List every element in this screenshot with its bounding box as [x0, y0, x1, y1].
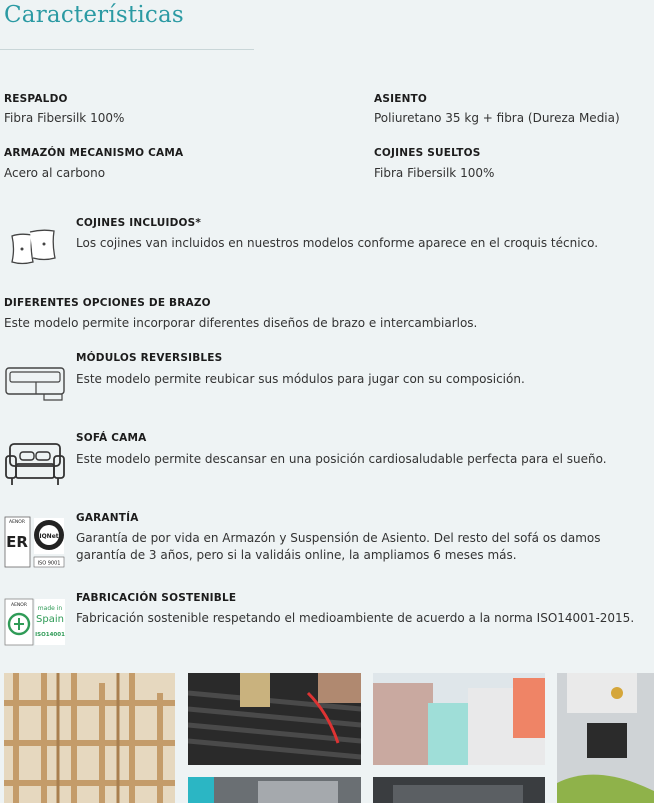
- spain-label: Spain: [36, 614, 64, 625]
- made-in-label: made in: [37, 605, 63, 612]
- photo-seat-webbing[interactable]: [188, 673, 361, 765]
- iso9001-label: ISO 9001: [37, 560, 61, 567]
- sectional-sofa-icon: [4, 362, 66, 402]
- feature-text-cojines: Los cojines van incluidos en nuestros modelos conforme aparece en el croquis técnico.: [76, 236, 599, 250]
- feature-title-brazo: DIFERENTES OPCIONES DE BRAZO: [4, 297, 211, 309]
- photo-workshop-2[interactable]: [188, 777, 361, 803]
- spec-label-respaldo: RESPALDO: [4, 93, 68, 105]
- feature-text-brazo: Este modelo permite incorporar diferentes diseños de brazo e intercambiarlos.: [4, 316, 478, 330]
- spec-value-cojines-sueltos: Fibra Fibersilk 100%: [374, 166, 495, 180]
- spec-value-asiento: Poliuretano 35 kg + fibra (Dureza Media): [374, 111, 620, 125]
- er-label: ER: [6, 533, 28, 551]
- aenor-iqnet-certification-icon: [4, 516, 66, 568]
- photo-sewing-machine[interactable]: [557, 673, 654, 803]
- page-title: Características: [4, 2, 184, 28]
- feature-title-modulos: MÓDULOS REVERSIBLES: [76, 352, 223, 364]
- photo-foam-blocks[interactable]: [373, 673, 545, 765]
- spec-label-armazon: ARMAZÓN MECANISMO CAMA: [4, 147, 184, 159]
- photo-wood-frames[interactable]: [4, 673, 175, 803]
- feature-title-sostenible: FABRICACIÓN SOSTENIBLE: [76, 592, 237, 604]
- spec-label-asiento: ASIENTO: [374, 93, 428, 105]
- feature-text-sofacama: Este modelo permite descansar en una posición cardiosaludable perfecta para el sueño.: [76, 452, 607, 466]
- feature-text-modulos: Este modelo permite reubicar sus módulos para jugar con su composición.: [76, 372, 525, 386]
- spec-label-cojines-sueltos: COJINES SUELTOS: [374, 147, 481, 159]
- feature-title-sofacama: SOFÁ CAMA: [76, 432, 147, 444]
- spec-value-respaldo: Fibra Fibersilk 100%: [4, 111, 125, 125]
- cushions-icon: [6, 226, 62, 270]
- title-divider: [0, 49, 254, 50]
- aenor-eco-label: AENOR: [11, 603, 27, 608]
- iso14001-label: ISO14001: [35, 632, 65, 638]
- feature-title-garantia: GARANTÍA: [76, 512, 139, 524]
- feature-text-garantia-2: garantía de 3 años, pero si la validáis online, la ampliamos 6 meses más.: [76, 548, 517, 562]
- feature-text-sostenible: Fabricación sostenible respetando el medioambiente de acuerdo a la norma ISO14001-2015.: [76, 611, 635, 625]
- feature-text-garantia-1: Garantía de por vida en Armazón y Suspensión de Asiento. Del resto del sofá os damos: [76, 531, 601, 545]
- feature-title-cojines: COJINES INCLUIDOS*: [76, 217, 202, 229]
- sofa-bed-icon: [4, 440, 66, 488]
- spec-value-armazon: Acero al carbono: [4, 166, 106, 180]
- photo-workshop-3[interactable]: [373, 777, 545, 803]
- aenor-label: AENOR: [9, 520, 25, 525]
- iqnet-label: IQNet: [39, 533, 59, 540]
- made-in-spain-eco-icon: [4, 598, 66, 646]
